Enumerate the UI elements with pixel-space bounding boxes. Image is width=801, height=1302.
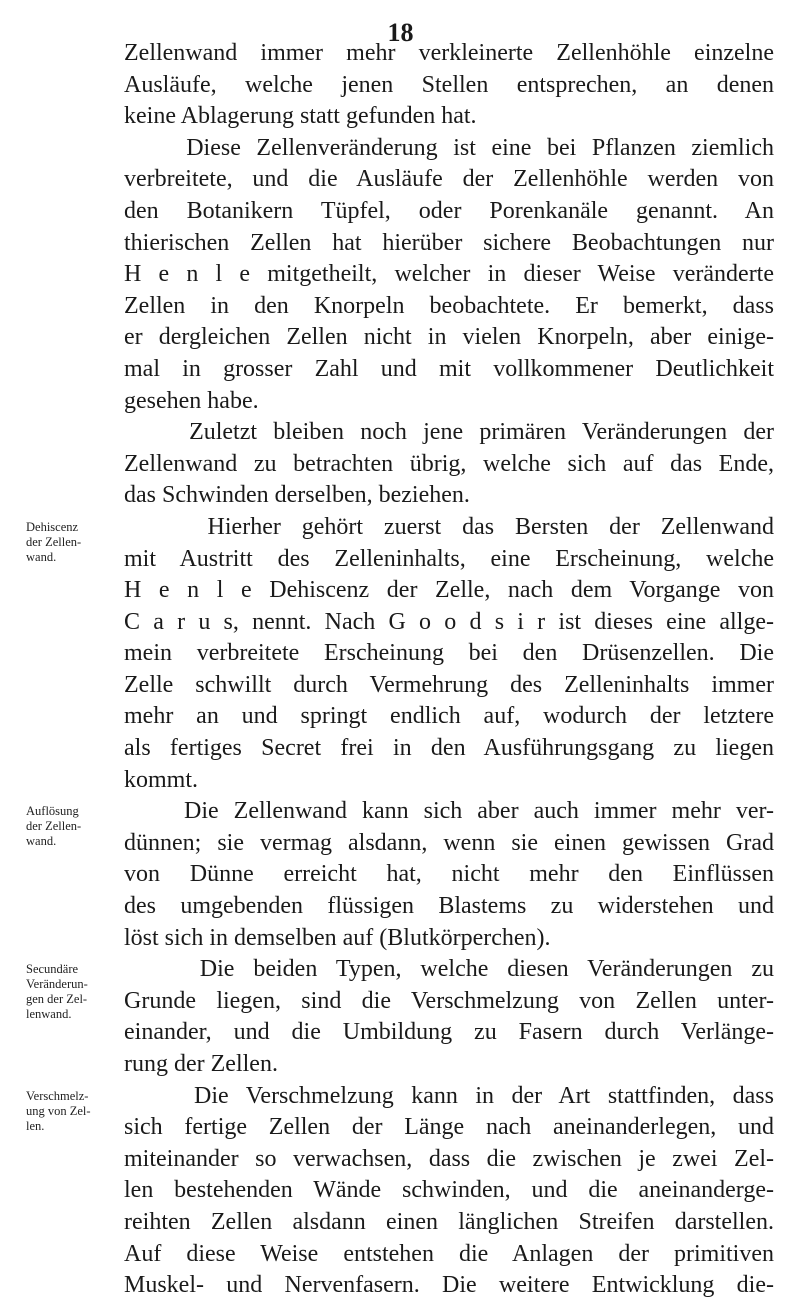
text-line: miteinander so verwachsen, dass die zwischen je zwei Zel- — [124, 1145, 774, 1172]
text-line: thierischen Zellen hat hierüber sichere Beobachtungen nur — [124, 229, 774, 256]
margin-note-line: Auflösung — [26, 804, 79, 819]
text-line: Hierher gehört zuerst das Bersten der Zellenwand — [124, 513, 774, 540]
text-line: Zuletzt bleiben noch jene primären Veränderungen der — [124, 419, 774, 446]
text-line: keine Ablagerung statt gefunden hat. — [124, 103, 477, 130]
text-line: gesehen habe. — [124, 387, 259, 414]
page-number: 18 — [387, 18, 414, 47]
margin-note — [26, 1089, 122, 1134]
text-line: Grunde liegen, sind die Verschmelzung von Zellen unter- — [124, 987, 774, 1014]
margin-note-line: lenwand. — [26, 1007, 72, 1022]
margin-note — [26, 962, 122, 1022]
margin-note-line: Verschmelz- — [26, 1088, 89, 1103]
margin-note — [26, 804, 122, 849]
text-line: den Botanikern Tüpfel, oder Porenkanäle genannt. An — [124, 197, 774, 224]
margin-note-line: der Zellen- — [26, 535, 82, 549]
margin-note — [26, 520, 122, 565]
text-line: sich fertige Zellen der Länge nach aneinanderlegen, und — [124, 1114, 774, 1141]
text-line: Ausläufe, welche jenen Stellen entsprechen, an denen — [124, 71, 774, 98]
text-line: als fertiges Secret frei in den Ausführungsgang zu liegen — [124, 735, 774, 762]
margin-note-line: Dehiscenz — [26, 520, 79, 534]
margin-note-line: len. — [26, 1118, 45, 1133]
text-line: mit Austritt des Zelleninhalts, eine Erscheinung, welche — [124, 545, 774, 572]
margin-note-line: wand. — [26, 550, 57, 564]
text-line: Zellenwand immer mehr verkleinerte Zellenhöhle einzelne — [124, 40, 774, 66]
text-line: mein verbreitete Erscheinung bei den Drüsenzellen. Die — [124, 640, 774, 667]
text-line: Muskel- und Nervenfasern. Die weitere Entwicklung die- — [124, 1272, 774, 1299]
text-line: kommt. — [124, 766, 199, 793]
text-line: einander, und die Umbildung zu Fasern durch Verlänge- — [124, 1019, 774, 1046]
text-line: reihten Zellen alsdann einen länglichen Streifen darstellen. — [124, 1208, 774, 1235]
text-line: verbreitete, und die Ausläufe der Zellenhöhle werden von — [124, 166, 774, 193]
text-line: H e n l e Dehiscenz der Zelle, nach dem Vorgange von — [124, 577, 774, 604]
text-line: C a r u s, nennt. Nach G o o d s i r ist dieses eine allge- — [124, 608, 774, 635]
margin-note-line: Veränderun- — [26, 977, 88, 992]
text-line: rung der Zellen. — [124, 1051, 278, 1077]
margin-note-line: wand. — [26, 834, 57, 849]
text-line: H e n l e mitgetheilt, welcher in dieser Weise veränderte — [124, 261, 774, 288]
margin-note-line: der Zellen- — [26, 819, 82, 834]
text-line: mehr an und springt endlich auf, wodurch der letztere — [124, 703, 774, 730]
text-line: löst sich in demselben auf (Blutkörperchen). — [124, 924, 551, 951]
text-line: Auf diese Weise entstehen die Anlagen der primitiven — [124, 1240, 774, 1267]
text-line: Zellenwand zu betrachten übrig, welche sich auf das Ende, — [124, 450, 774, 477]
text-line: er dergleichen Zellen nicht in vielen Knorpeln, aber einige- — [124, 324, 774, 351]
text-line: das Schwinden derselben, beziehen. — [124, 482, 470, 509]
text-line: von Dünne erreicht hat, nicht mehr den Einflüssen — [124, 861, 774, 888]
body-text — [124, 38, 774, 1302]
text-line: len bestehenden Wände schwinden, und die aneinanderge- — [124, 1177, 774, 1204]
text-line: mal in grosser Zahl und mit vollkommener Deutlichkeit — [124, 355, 774, 382]
text-line: Diese Zellenveränderung ist eine bei Pflanzen ziemlich — [124, 134, 774, 161]
margin-note-line: gen der Zel- — [26, 992, 88, 1007]
text-line: Die Verschmelzung kann in der Art stattfinden, dass — [124, 1082, 774, 1109]
text-line: Zelle schwillt durch Vermehrung des Zelleninhalts immer — [124, 671, 774, 698]
margin-note-line: Secundäre — [26, 962, 79, 977]
text-line: des umgebenden flüssigen Blastems zu widerstehen und — [124, 893, 774, 920]
text-line: dünnen; sie vermag alsdann, wenn sie einen gewissen Grad — [124, 829, 774, 856]
text-line: Zellen in den Knorpeln beobachtete. Er bemerkt, dass — [124, 292, 774, 319]
text-line: Die Zellenwand kann sich aber auch immer mehr ver- — [124, 798, 774, 825]
margin-note-line: ung von Zel- — [26, 1103, 91, 1118]
text-line: Die beiden Typen, welche diesen Veränderungen zu — [124, 956, 774, 983]
